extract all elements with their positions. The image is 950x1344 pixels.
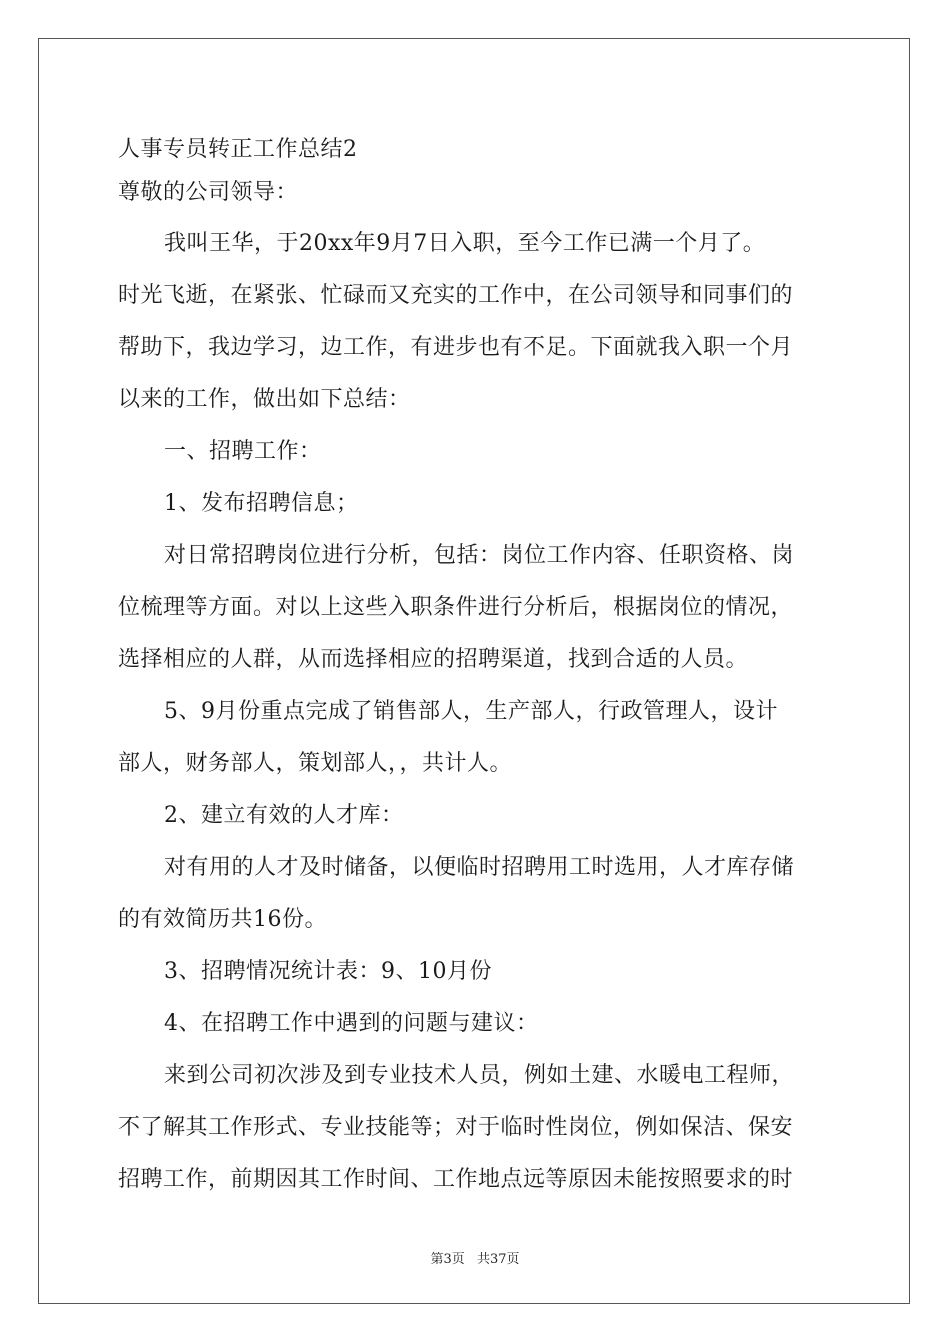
- text-line: 帮助下，我边学习，边工作，有进步也有不足。下面就我入职一个月: [118, 335, 794, 360]
- text-line: 的有效简历共16份。: [118, 907, 327, 932]
- page-number: 第3页: [430, 1252, 465, 1267]
- paragraph-lines: [118, 218, 834, 1206]
- text-line: 1、发布招聘信息；: [164, 491, 359, 516]
- text-line: 对日常招聘岗位进行分析，包括：岗位工作内容、任职资格、岗: [164, 543, 795, 568]
- text-line: 部人，财务部人，策划部人，，共计人。: [118, 751, 513, 776]
- page-footer: [0, 1248, 950, 1267]
- text-line: 一、招聘工作：: [164, 439, 322, 464]
- document-body: [118, 130, 834, 1206]
- text-line: 选择相应的人群，从而选择相应的招聘渠道，找到合适的人员。: [118, 647, 749, 672]
- text-line: 来到公司初次涉及到专业技术人员，例如土建、水暖电工程师，: [164, 1063, 795, 1088]
- text-line: 位梳理等方面。对以上这些入职条件进行分析后，根据岗位的情况，: [118, 595, 794, 620]
- page-total: 共37页: [476, 1252, 520, 1267]
- text-line: 以来的工作，做出如下总结：: [118, 387, 411, 412]
- text-line: 4、在招聘工作中遇到的问题与建议：: [164, 1011, 539, 1036]
- text-line: 不了解其工作形式、专业技能等；对于临时性岗位，例如保洁、保安: [118, 1115, 794, 1140]
- text-line: 2、建立有效的人才库：: [164, 803, 404, 828]
- text-line: 对有用的人才及时储备，以便临时招聘用工时选用，人才库存储: [164, 855, 795, 880]
- text-line: 时光飞逝，在紧张、忙碌而又充实的工作中，在公司领导和同事们的: [118, 283, 794, 308]
- text-line: 我叫王华，于20xx年9月7日入职，至今工作已满一个月了。: [164, 231, 766, 256]
- text-line: 5、9月份重点完成了销售部人，生产部人，行政管理人，设计: [164, 699, 778, 724]
- document-title: 人事专员转正工作总结2: [118, 137, 358, 162]
- text-line: 招聘工作，前期因其工作时间、工作地点远等原因未能按照要求的时: [118, 1167, 794, 1192]
- text-line: 3、招聘情况统计表：9、10月份: [164, 959, 492, 984]
- greeting: 尊敬的公司领导：: [118, 180, 299, 205]
